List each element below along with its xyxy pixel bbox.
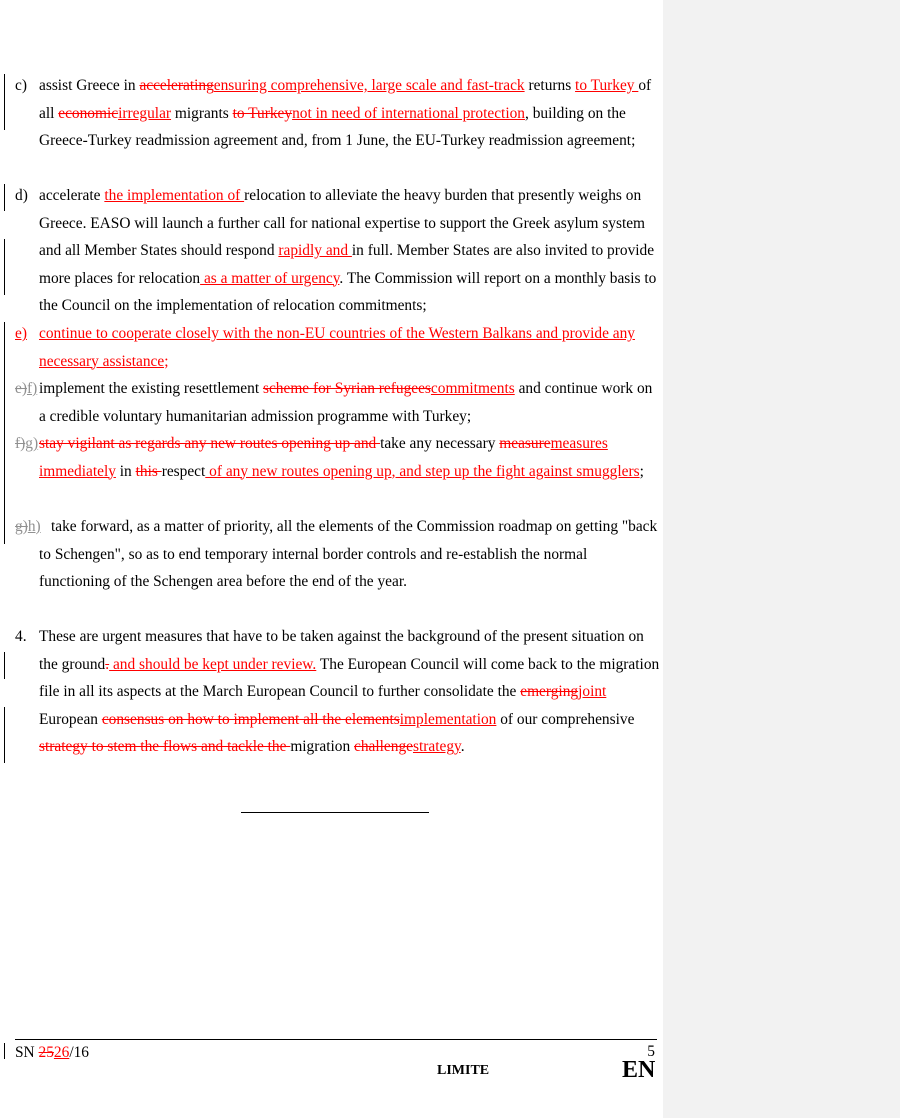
list-marker: e) xyxy=(15,325,27,342)
list-item-text: implement the existing resettlement scheme for Syrian refugeescommitments and continue work on a credible voluntary humanitarian admission programme with Turkey; xyxy=(39,380,653,425)
insertion: rapidly and xyxy=(278,242,352,259)
list-item-h xyxy=(15,513,660,596)
change-bar xyxy=(4,322,5,544)
insertion: continue to cooperate closely with the non-EU countries of the Western Balkans and provide any necessary assistance; xyxy=(39,325,635,370)
deletion: measure xyxy=(499,435,551,452)
list-item-e xyxy=(15,320,660,375)
insertion: joint xyxy=(578,683,607,700)
deletion: consensus on how to implement all the elements xyxy=(101,710,400,728)
page-number: 5 xyxy=(647,1043,655,1060)
insertion: not in need of international protection xyxy=(292,104,525,122)
list-item-text: assist Greece in acceleratingensuring comprehensive, large scale and fast-track returns to Turkey of all economicirregular migrants to Turkeynot in need of international protection, building on the Greece-Turkey readmission agreement and, from 1 June, the EU-Turkey readmission agreement; xyxy=(39,77,652,149)
signature-line xyxy=(241,812,429,813)
deletion: economic xyxy=(58,104,119,122)
insertion: to Turkey xyxy=(575,77,639,94)
insertion: as a matter of urgency xyxy=(200,269,340,287)
insertion: commitments xyxy=(430,380,515,397)
list-item-g xyxy=(15,430,660,485)
list-item-text xyxy=(39,320,660,375)
deletion: this xyxy=(135,462,162,480)
change-bar xyxy=(4,239,5,295)
list-item-text: stay vigilant as regards any new routes opening up and take any necessary measuremeasures immediately in this respect of any new routes opening up, and step up the fight against smugglers; xyxy=(39,435,644,480)
list-item-d xyxy=(15,182,660,320)
list-marker: e)f) xyxy=(15,380,38,397)
insertion: and should be kept under review. xyxy=(109,655,317,673)
deletion: to Turkey xyxy=(232,104,293,122)
insertion: irregular xyxy=(118,104,172,122)
document-reference: SN 2526/16 xyxy=(15,1044,89,1061)
insertion: the implementation of xyxy=(104,187,245,204)
list-item-text: take forward, as a matter of priority, all the elements of the Commission roadmap on getting "back to Schengen", so as to end temporary internal border controls and re-establish the normal functioning of the Schengen area before the end of the year. xyxy=(39,518,658,590)
insertion: ensuring comprehensive, large scale and fast-track xyxy=(213,77,525,94)
paragraph-number: 4. xyxy=(15,628,27,645)
list-item-c xyxy=(15,72,660,155)
classification-label: LIMITE xyxy=(437,1063,490,1078)
list-marker: c) xyxy=(15,77,27,94)
change-bar xyxy=(4,1043,5,1059)
deletion: . xyxy=(105,655,110,673)
change-bar xyxy=(4,707,5,763)
insertion: implementation xyxy=(399,710,497,728)
list-marker: d) xyxy=(15,187,28,204)
list-item-text: accelerate the implementation of relocation to alleviate the heavy burden that presently weighs on Greece. EASO will launch a further call for national expertise to support the Greek asylum system and all Member States should respond rapidly and in full. Member States are also invited to provide more places for relocation as a matter of urgency. The Commission will report on a monthly basis to the Council on the implementation of relocation commitments; xyxy=(39,187,657,314)
footer-rule xyxy=(15,1039,657,1040)
list-marker: g)h) xyxy=(15,518,41,535)
insertion: strategy xyxy=(412,738,461,755)
deletion: stay vigilant as regards any new routes opening up and xyxy=(39,435,381,452)
deletion: emerging xyxy=(520,683,579,700)
deletion: challenge xyxy=(354,738,413,755)
deletion: strategy to stem the flows and tackle the xyxy=(39,738,291,755)
change-bar xyxy=(4,74,5,130)
insertion: measures immediately xyxy=(39,435,608,480)
change-bar xyxy=(4,184,5,211)
comment-pane xyxy=(663,0,900,1118)
change-bar xyxy=(4,652,5,679)
paragraph-4 xyxy=(15,623,660,761)
insertion: of any new routes opening up, and step up the fight against smugglers xyxy=(205,462,640,480)
list-item-f xyxy=(15,375,660,430)
deletion: accelerating xyxy=(139,77,214,94)
list-marker: f)g) xyxy=(15,435,39,452)
paragraph-text: These are urgent measures that have to be taken against the background of the present situation on the ground. and should be kept under review. The European Council will come back to the migration file in all its aspects at the March European Council to further consolidate the emergingjoint European consensus on how to implement all the elementsimplementation of our comprehensive strategy to stem the flows and tackle the migration challengestrategy. xyxy=(39,628,660,755)
deletion: scheme for Syrian refugees xyxy=(262,380,431,397)
language-code: EN xyxy=(622,1057,656,1083)
